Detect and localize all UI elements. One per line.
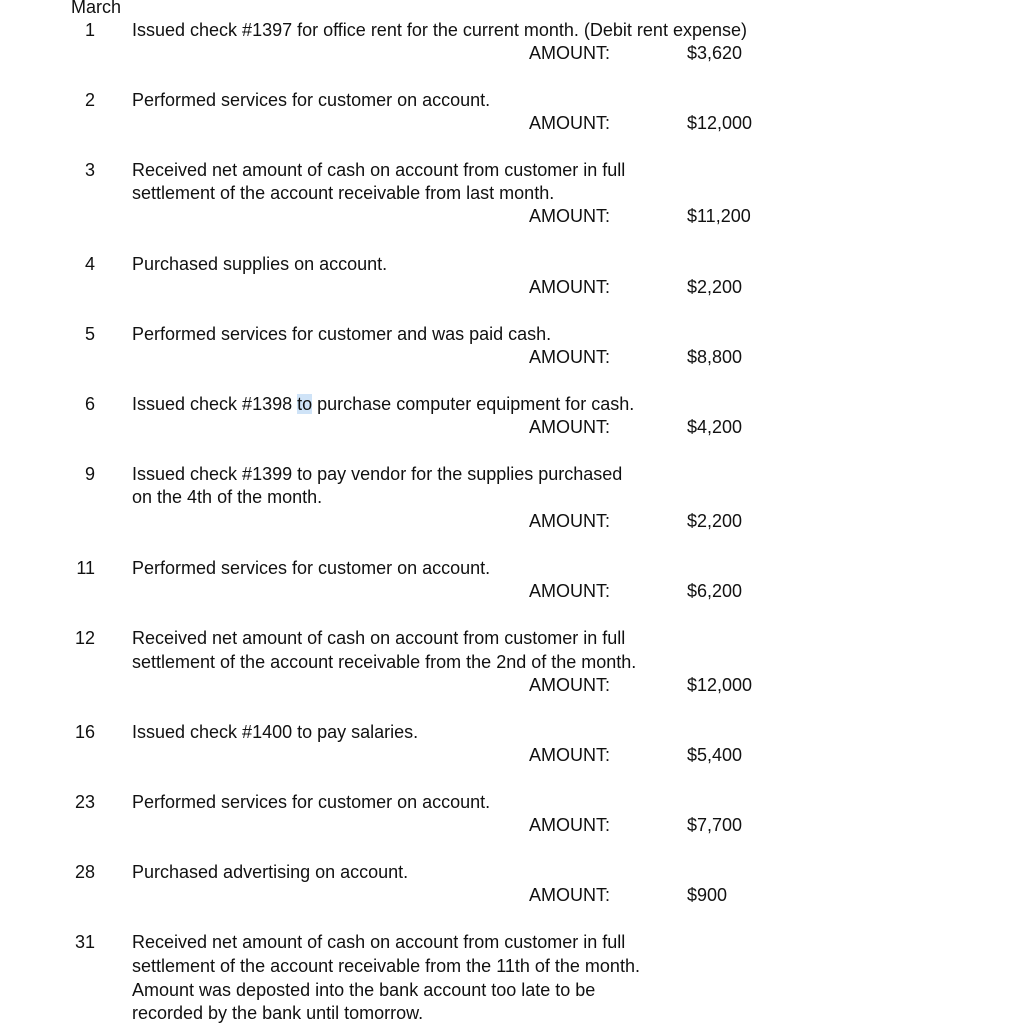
entry-day: 3 [84, 160, 95, 180]
entry-day: 31 [74, 932, 95, 952]
entry-description: Issued check #1399 to pay vendor for the supplies purchased [132, 464, 623, 484]
amount-label: AMOUNT: [529, 347, 610, 367]
amount-label: AMOUNT: [529, 815, 610, 835]
entry-day: 23 [74, 792, 95, 812]
month-header: March [71, 0, 122, 17]
entry-description: Purchased supplies on account. [132, 254, 388, 274]
entry-description-line: Amount was deposted into the bank account too late to be [132, 980, 596, 1000]
amount-label: AMOUNT: [529, 581, 610, 601]
amount-value: $5,400 [687, 745, 743, 765]
entry-day: 6 [84, 394, 95, 414]
entry-day: 11 [76, 558, 95, 578]
entry-description: Received net amount of cash on account from customer in full [132, 160, 626, 180]
amount-label: AMOUNT: [529, 885, 610, 905]
entry-day: 1 [84, 20, 95, 40]
text-selection-highlight[interactable]: to [297, 394, 313, 414]
entry-description: Performed services for customer on account. [132, 558, 491, 578]
amount-label: AMOUNT: [529, 511, 610, 531]
entry-description-line: settlement of the account receivable from the 2nd of the month. [132, 652, 637, 672]
entry-day: 12 [74, 628, 95, 648]
amount-value: $4,200 [687, 417, 743, 437]
entry-day: 28 [74, 862, 95, 882]
entry-day: 2 [84, 90, 95, 110]
amount-label: AMOUNT: [529, 417, 610, 437]
entry-description: Purchased advertising on account. [132, 862, 409, 882]
entry-day: 4 [84, 254, 95, 274]
amount-label: AMOUNT: [529, 277, 610, 297]
amount-value: $7,700 [687, 815, 743, 835]
entry-description: Performed services for customer and was paid cash. [132, 324, 552, 344]
amount-value: $900 [687, 885, 728, 905]
amount-value: $12,000 [687, 675, 753, 695]
entry-description-line: recorded by the bank until tomorrow. [132, 1003, 424, 1023]
entry-day: 9 [84, 464, 95, 484]
amount-value: $6,200 [687, 581, 743, 601]
entry-description-line: settlement of the account receivable from the 11th of the month. [132, 956, 640, 976]
entry-description: Received net amount of cash on account from customer in full [132, 932, 626, 952]
amount-label: AMOUNT: [529, 43, 610, 63]
amount-label: AMOUNT: [529, 206, 610, 226]
entry-description: Performed services for customer on account. [132, 792, 491, 812]
text-segment: Issued check #1398 [132, 394, 298, 414]
entry-description-line: on the 4th of the month. [132, 487, 323, 507]
entry-description: Issued check #1400 to pay salaries. [132, 722, 419, 742]
amount-value: $2,200 [687, 277, 743, 297]
amount-value: $12,000 [687, 113, 753, 133]
amount-label: AMOUNT: [529, 113, 610, 133]
entry-description [132, 393, 634, 416]
entry-description-line: settlement of the account receivable from last month. [132, 183, 555, 203]
entry-description: Issued check #1397 for office rent for the current month. (Debit rent expense) [132, 20, 747, 40]
amount-label: AMOUNT: [529, 675, 610, 695]
amount-label: AMOUNT: [529, 745, 610, 765]
entry-day: 5 [84, 324, 95, 344]
amount-value: $2,200 [687, 511, 743, 531]
entry-description: Performed services for customer on account. [132, 90, 491, 110]
entry-description: Received net amount of cash on account from customer in full [132, 628, 626, 648]
text-segment: purchase computer equipment for cash. [312, 394, 635, 414]
amount-value: $8,800 [687, 347, 743, 367]
amount-value: $11,200 [687, 206, 751, 226]
entry-day: 16 [74, 722, 95, 742]
amount-value: $3,620 [687, 43, 743, 63]
